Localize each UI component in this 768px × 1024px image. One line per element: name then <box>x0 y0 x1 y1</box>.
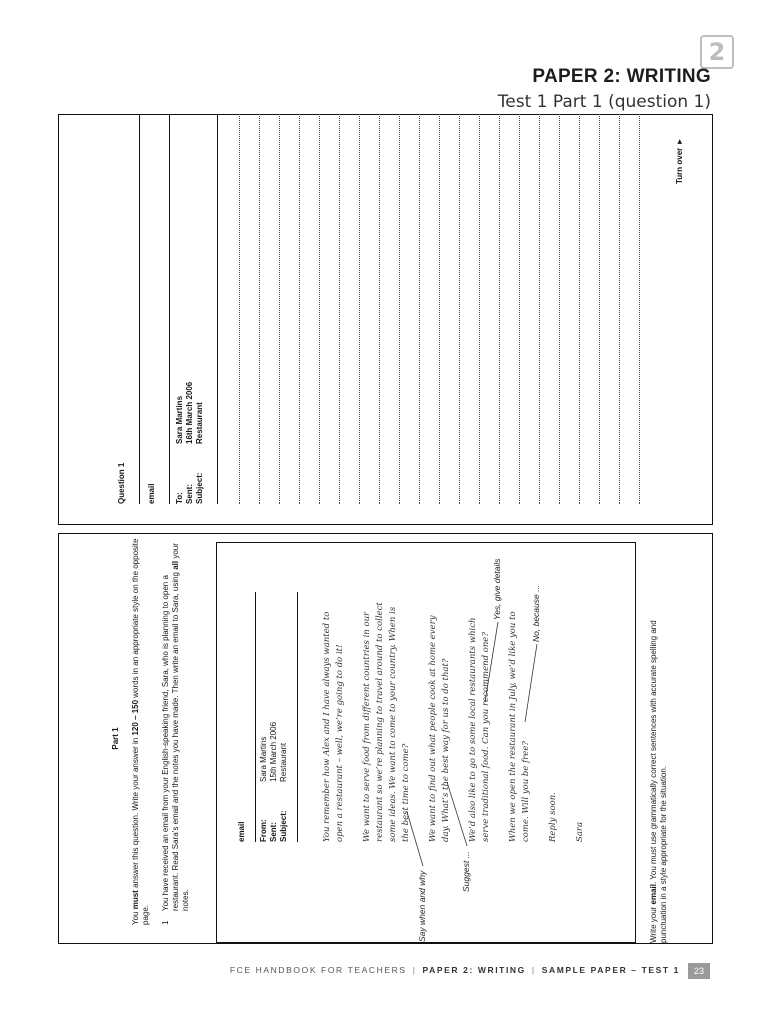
answer-line <box>299 114 300 504</box>
field-value-to: Sara Martins <box>175 395 184 444</box>
divider <box>169 114 170 504</box>
field-value-from: Sara Martins <box>259 736 268 782</box>
answer-line <box>619 114 620 504</box>
email-sign-off: Reply soon. <box>548 792 558 842</box>
instruction-emphasis: must <box>131 890 140 910</box>
email-line: come. Will you be free? <box>521 741 531 842</box>
footer-handbook: FCE HANDBOOK FOR TEACHERS <box>229 965 407 975</box>
task-text-part: your notes. <box>171 543 190 911</box>
paper-subtitle: Test 1 Part 1 (question 1) <box>497 92 711 112</box>
field-label-sent: Sent: <box>185 484 194 504</box>
paper-title: PAPER 2: WRITING <box>532 66 711 87</box>
closing-instruction-line2: punctuation in a style appropriate for the situation. <box>659 766 668 943</box>
field-label-subject: Subject: <box>195 472 204 504</box>
answer-line <box>419 114 420 504</box>
field-label-to: To: <box>175 492 184 504</box>
field-label-subject: Subject: <box>279 810 288 842</box>
field-value-sent: 16th March 2006 <box>185 381 194 444</box>
answer-line <box>459 114 460 504</box>
email-line: open a restaurant – well, we’re going to do it! <box>335 644 345 842</box>
instruction-text: You <box>131 909 140 925</box>
answer-line <box>259 114 260 504</box>
email-line: some ideas. We want to come to your country. When is <box>388 606 398 842</box>
connector-line <box>525 644 537 722</box>
answer-page-content <box>59 115 712 524</box>
answer-line <box>239 114 240 504</box>
note-connectors <box>217 543 635 942</box>
field-value-subject: Restaurant <box>279 742 288 782</box>
answer-line <box>639 114 640 504</box>
field-value-subject: Restaurant <box>195 402 204 444</box>
answer-line <box>319 114 320 504</box>
email-line: You remember how Alex and I have always wanted to <box>322 611 332 842</box>
part-page <box>58 533 713 944</box>
task-text <box>161 535 191 911</box>
closing-emphasis: email <box>649 884 658 905</box>
email-line: We want to serve food from different countries in our <box>362 611 372 842</box>
connector-line <box>407 812 423 866</box>
field-label-sent: Sent: <box>269 822 278 842</box>
instruction-text: words in an appropriate style on the opposite page. <box>131 538 150 925</box>
question-number: 1 <box>161 920 170 925</box>
answer-line <box>399 114 400 504</box>
email-label: email <box>147 483 156 504</box>
email-signature: Sara <box>575 821 585 842</box>
answer-line <box>339 114 340 504</box>
question-label: Question 1 <box>117 462 126 504</box>
answer-line <box>379 114 380 504</box>
divider <box>139 114 140 504</box>
field-label-from: From: <box>259 819 268 842</box>
email-line: serve traditional food. Can you recommend one? <box>481 632 491 842</box>
footer-sample: SAMPLE PAPER – TEST 1 <box>541 965 680 975</box>
footer-separator: | <box>531 965 536 975</box>
footer-text <box>230 965 680 975</box>
connector-line <box>447 782 467 846</box>
answer-line <box>599 114 600 504</box>
closing-text: . You must use grammatically correct sentences with accurate spelling and <box>649 620 658 884</box>
task-emphasis: all <box>171 560 180 570</box>
part-page-content <box>59 534 712 943</box>
answer-line <box>539 114 540 504</box>
turn-over: Turn over ► <box>675 137 684 184</box>
answer-line <box>479 114 480 504</box>
word-count: 120 – 150 <box>131 699 140 736</box>
field-value-sent: 15th March 2006 <box>269 721 278 782</box>
page-number: 23 <box>688 963 710 979</box>
instruction-text: answer this question. Write your answer in <box>131 735 140 891</box>
answer-line <box>279 114 280 504</box>
note-yes-details: Yes, give details <box>492 558 502 620</box>
closing-instruction <box>649 534 659 943</box>
answer-line <box>439 114 440 504</box>
email-line: day. What’s the best way for us to do that? <box>441 658 451 842</box>
email-label: email <box>237 821 246 842</box>
task-text-part: You have received an email from your English-speaking friend, Sara, who is planning to open a restaurant. Read Sara’s email and the notes you have made. Then write an email to Sara, using <box>161 569 180 911</box>
email-box <box>216 542 636 943</box>
answer-line <box>499 114 500 504</box>
answer-line <box>359 114 360 504</box>
instruction <box>131 535 151 925</box>
answer-line <box>579 114 580 504</box>
email-line: When we open the restaurant in July, we’d like you to <box>508 611 518 842</box>
email-line: restaurant so we’re planning to travel around to collect <box>375 602 385 842</box>
answer-line <box>519 114 520 504</box>
email-line: the best time to come? <box>401 743 411 842</box>
note-no-because: No, because ... <box>531 584 541 642</box>
answer-page <box>58 114 713 525</box>
footer <box>0 963 768 979</box>
note-say-when: Say when and why <box>417 870 427 942</box>
note-suggest: Suggest ... <box>461 851 471 892</box>
divider <box>217 114 218 504</box>
footer-separator: | <box>412 965 417 975</box>
email-line: We want to find out what people cook at home every <box>428 615 438 842</box>
email-line: We’d also like to go to some local restaurants which <box>468 617 478 842</box>
footer-paper: PAPER 2: WRITING <box>422 965 526 975</box>
answer-line <box>559 114 560 504</box>
section-number-badge: 2 <box>700 35 734 69</box>
closing-text: Write your <box>649 904 658 943</box>
part-title: Part 1 <box>111 727 120 750</box>
connector-line <box>485 622 498 702</box>
